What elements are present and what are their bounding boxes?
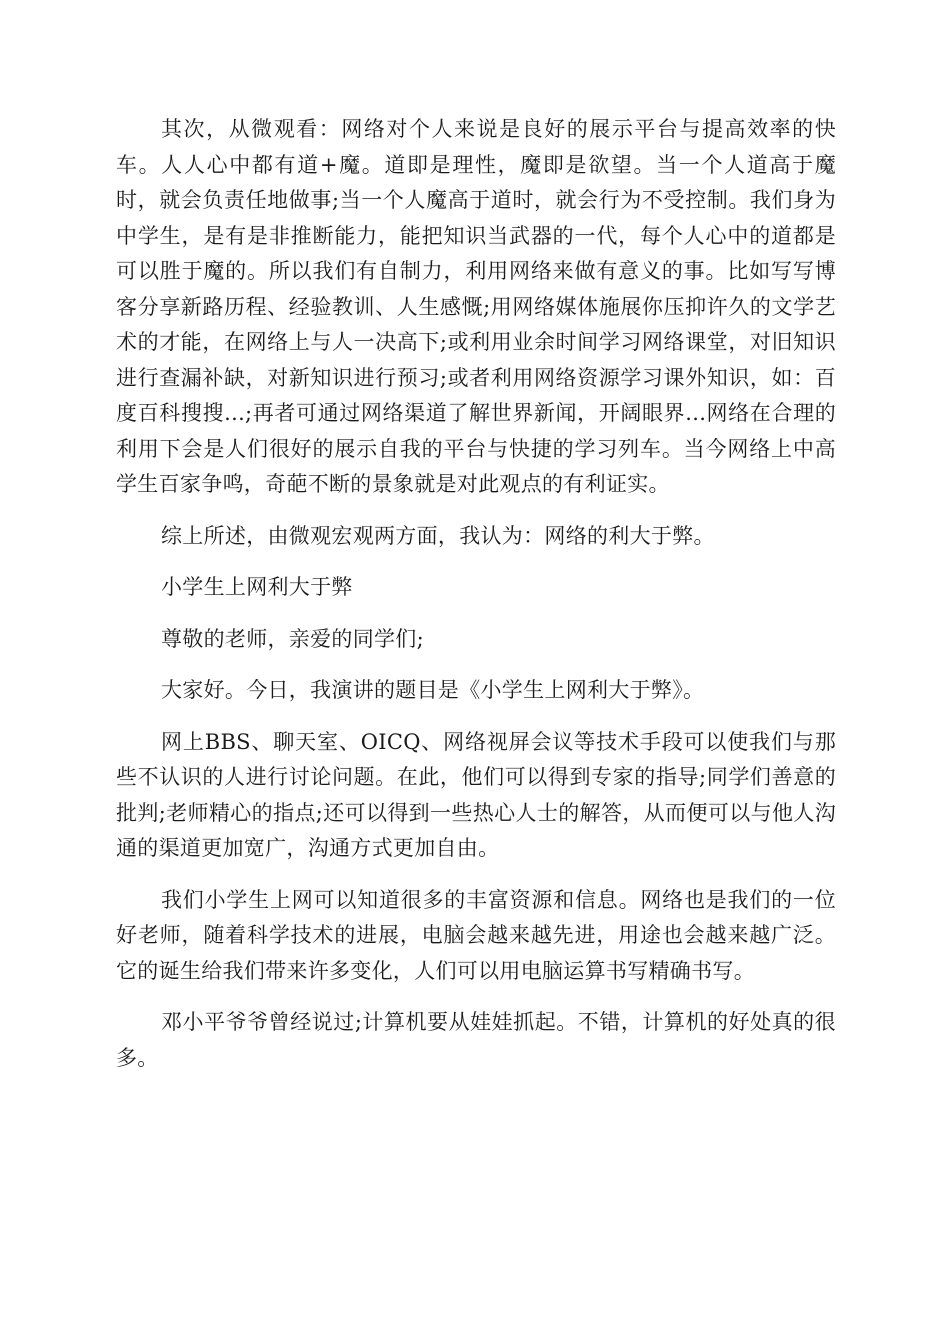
document-page [116, 112, 836, 1076]
paragraph-deng-quote: 邓小平爷爷曾经说过;计算机要从娃娃抓起。不错，计算机的好处真的很多。 [116, 1010, 836, 1070]
paragraph-conclusion: 综上所述，由微观宏观两方面，我认为：网络的利大于弊。 [161, 523, 715, 548]
speech-greeting: 大家好。今日，我演讲的题目是《小学生上网利大于弊》。 [161, 678, 705, 702]
speech-salutation: 尊敬的老师，亲爱的同学们; [161, 626, 424, 651]
paragraph-online-communication: 网上BBS、聊天室、OICQ、网络视屏会议等技术手段可以使我们与那些不认识的人进行讨论问题。在此，他们可以得到专家的指导;同学们善意的批判;老师精心的指点;还可以得到一些热心人士的解答，从而便可以与他人沟通的渠道更加宽广，沟通方式更加自由。 [116, 729, 836, 860]
paragraph-resources: 我们小学生上网可以知道很多的丰富资源和信息。网络也是我们的一位好老师，随着科学技术的进展，电脑会越来越先进，用途也会越来越广泛。它的诞生给我们带来许多变化，人们可以用电脑运算书写精确书写。 [116, 887, 836, 983]
speech-title: 小学生上网利大于弊 [161, 575, 353, 599]
paragraph-micro-view: 其次，从微观看：网络对个人来说是良好的展示平台与提高效率的快车。人人心中都有道+魔。道即是理性，魔即是欲望。当一个人道高于魔时，就会负责任地做事;当一个人魔高于道时，就会行为不受控制。我们身为中学生，是有是非推断能力，能把知识当武器的一代，每个人心中的道都是可以胜于魔的。所以我们有自制力，利用网络来做有意义的事。比如写写博客分享新路历程、经验教训、人生感慨;用网络媒体施展你压抑许久的文学艺术的才能，在网络上与人一决高下;或利用业余时间学习网络课堂，对旧知识进行查漏补缺，对新知识进行预习;或者利用网络资源学习课外知识，如：百度百科搜搜...;再者可通过网络渠道了解世界新闻，开阔眼界...网络在合理的利用下会是人们很好的展示自我的平台与快捷的学习列车。当今网络上中高学生百家争鸣，奇葩不断的景象就是对此观点的有利证实。 [116, 117, 836, 496]
